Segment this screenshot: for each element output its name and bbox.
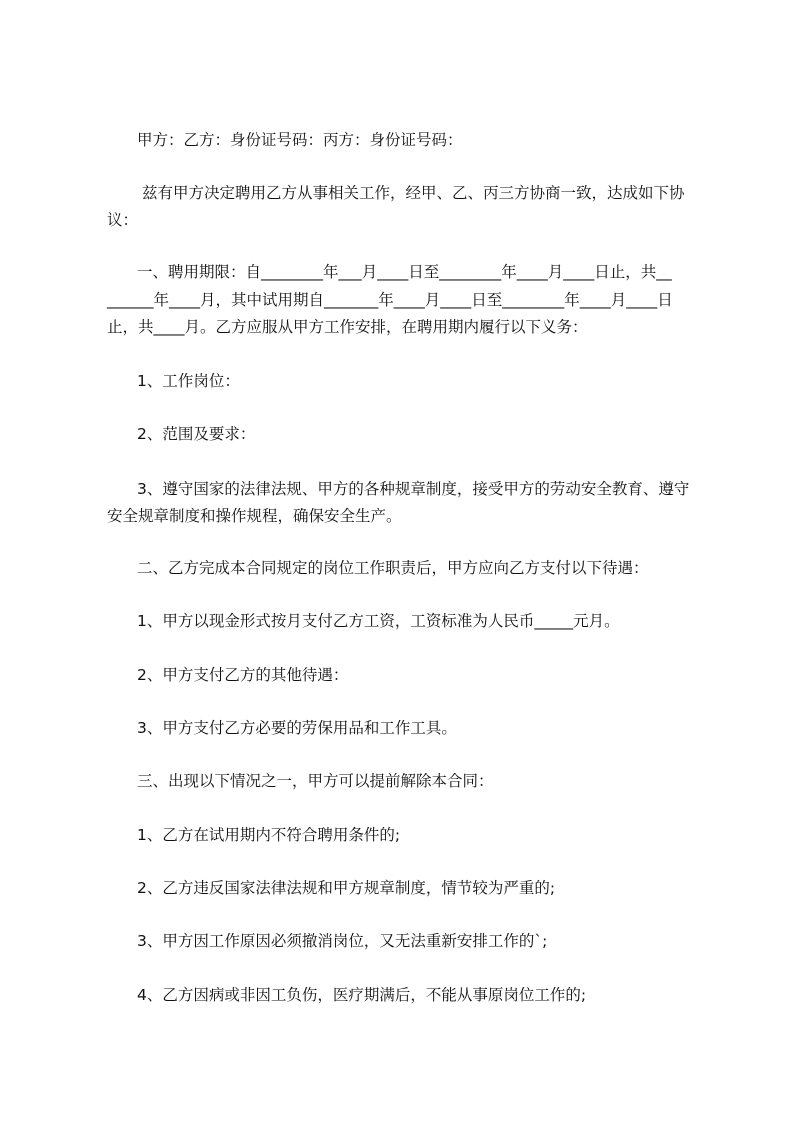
s3-item2: 2、乙方违反国家法律法规和甲方规章制度，情节较为严重的; [137,879,556,897]
section2-heading: 二、乙方完成本合同规定的岗位工作职责后，甲方应向乙方支付以下待遇： [137,559,649,577]
s1-item3-line-1: 3、遵守国家的法律法规、甲方的各种规章制度，接受甲方的劳动安全教育、遵守 [137,480,690,498]
section1-line-2: ______年____月，其中试用期自_______年____月____日至________年____月____日 [107,291,673,309]
s1-item2: 2、范围及要求： [137,425,256,443]
s1-item1: 1、工作岗位： [137,372,240,390]
s3-item3: 3、甲方因工作原因必须撤消岗位，又无法重新安排工作的`; [137,932,548,950]
s2-item2: 2、甲方支付乙方的其他待遇： [137,666,349,684]
section1-line-1: 一、聘用期限：自________年___月____日至________年____月____日止，共__ [137,263,672,281]
intro-line-2: 议： [107,211,139,229]
parties-line: 甲方：乙方：身份证号码：丙方：身份证号码： [137,131,463,149]
s2-item1: 1、甲方以现金形式按月支付乙方工资，工资标准为人民币_____元月。 [137,612,620,630]
section1-line-3: 止，共____月。乙方应服从甲方工作安排，在聘用期内履行以下义务： [107,318,588,336]
s3-item1: 1、乙方在试用期内不符合聘用条件的; [137,826,401,844]
s2-item3: 3、甲方支付乙方必要的劳保用品和工作工具。 [137,719,457,737]
intro-line-1: 兹有甲方决定聘用乙方从事相关工作，经甲、乙、丙三方协商一致，达成如下协 [142,184,685,202]
s3-item4: 4、乙方因病或非因工负伤，医疗期满后，不能从事原岗位工作的; [137,986,587,1004]
section3-heading: 三、出现以下情况之一，甲方可以提前解除本合同： [137,772,494,790]
s1-item3-line-2: 安全规章制度和操作规程，确保安全生产。 [107,507,402,525]
